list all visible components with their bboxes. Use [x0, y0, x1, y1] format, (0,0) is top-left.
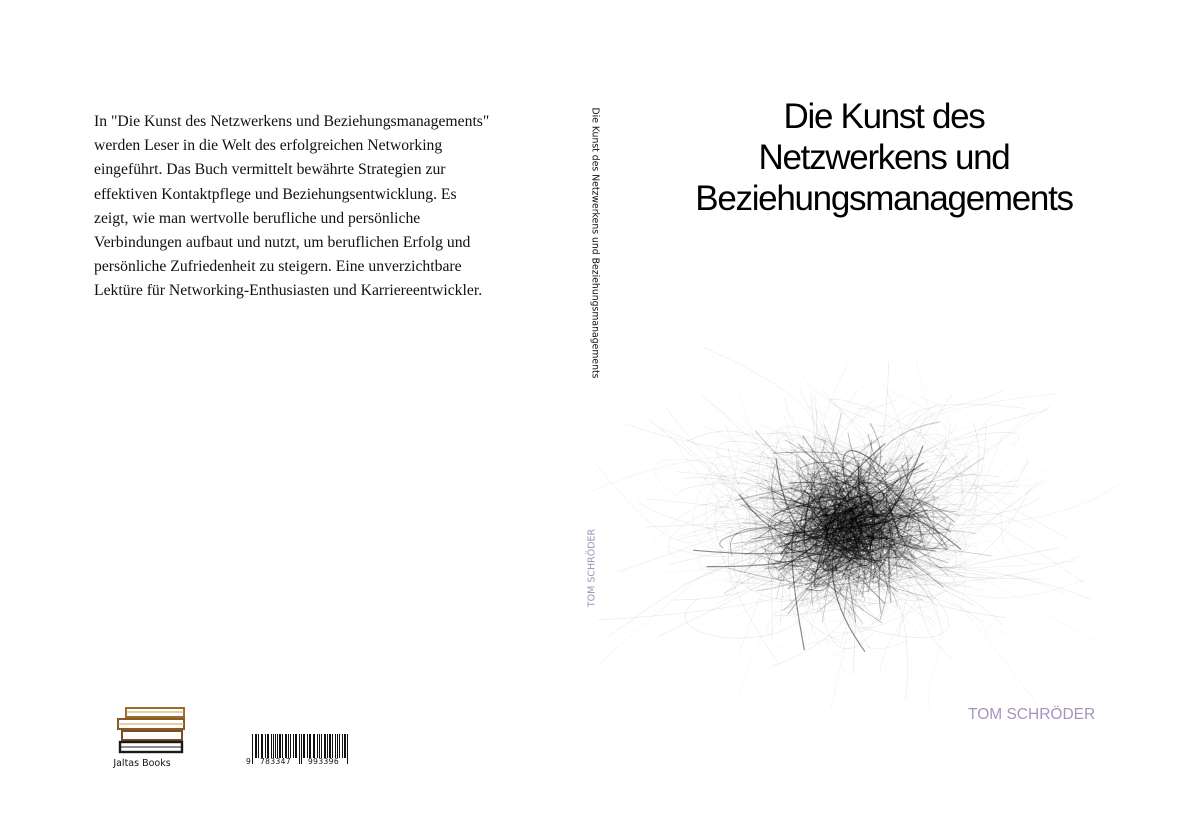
cover-title-line: Die Kunst des — [783, 97, 985, 136]
barcode-first-digit: 9 — [246, 757, 252, 766]
spine-author: TOM SCHRÖDER — [586, 528, 598, 608]
cover-title-line: Beziehungsmanagements — [695, 179, 1073, 218]
publisher-name: Jaltas Books — [113, 758, 171, 769]
abstract-network-art — [550, 236, 1182, 756]
cover-title — [664, 96, 1104, 219]
stacked-books-icon — [104, 702, 190, 756]
barcode-right-digits: 993396 — [308, 757, 340, 766]
back-cover-blurb: In "Die Kunst des Netzwerkens und Beziehungsmanagements" werden Leser in die Welt des erfolgreichen Networking eingeführt. Das Buch vermittelt bewährte Strategien zur effektiven Kontaktpflege und Beziehungsentwicklung. Es zeigt, wie man wertvolle berufliche und persönliche Verbindungen aufbaut und nutzt, um beruflichen Erfolg und persönliche Zufriedenheit zu steigern. Eine unverzichtbare Lektüre für Networking-Enthusiasten und Karriereentwickler. — [94, 113, 490, 300]
cover-author: TOM SCHRÖDER — [968, 706, 1096, 723]
barcode-left-digits: 783347 — [260, 757, 292, 766]
cover-title-line: Netzwerkens und — [758, 138, 1010, 177]
spine-title: Die Kunst des Netzwerkens und Beziehungsmanagements — [589, 107, 601, 379]
